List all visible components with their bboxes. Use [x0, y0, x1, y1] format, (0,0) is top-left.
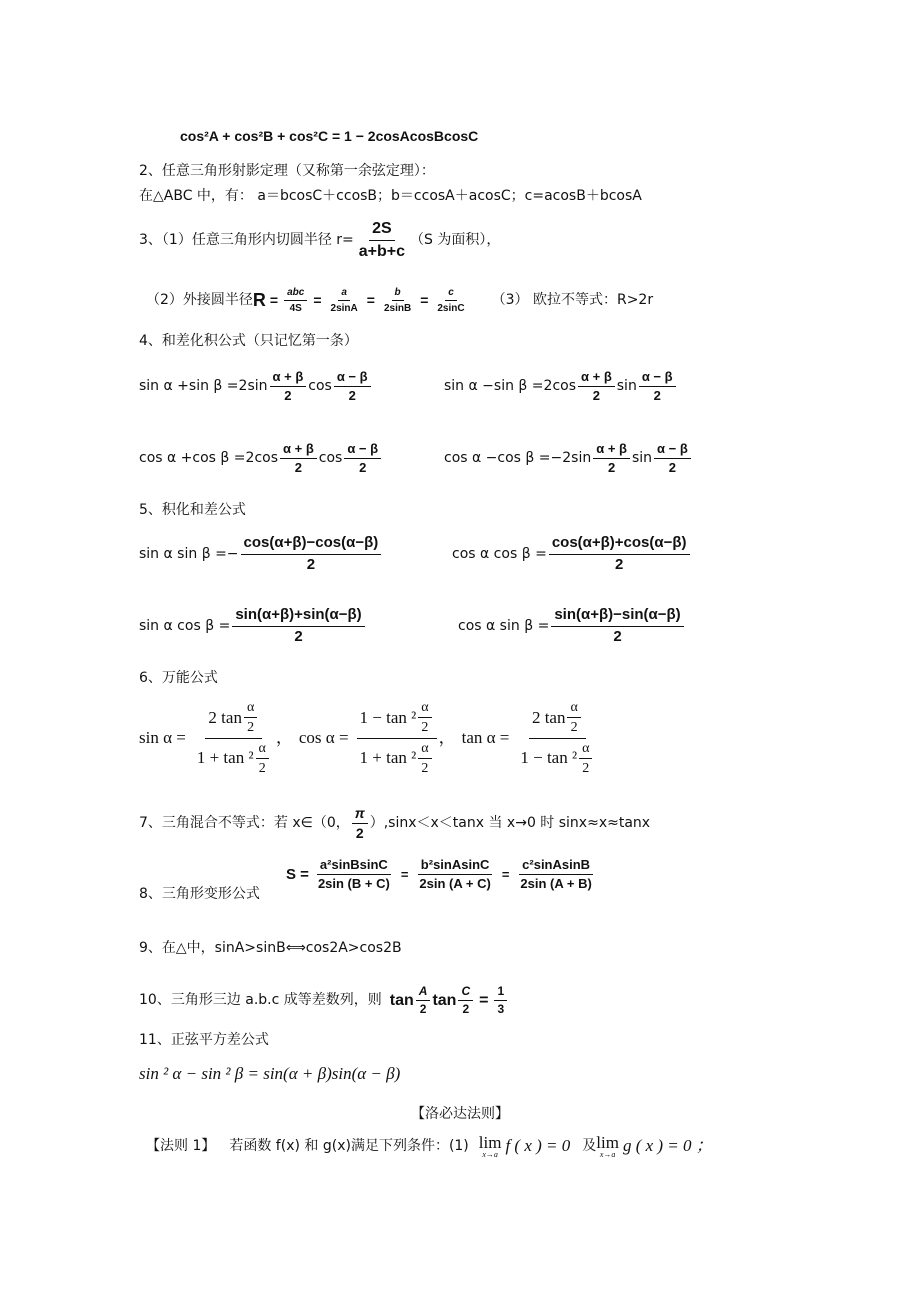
section-6-heading: 6、万能公式 — [139, 670, 218, 686]
sum-to-product-3 — [139, 442, 383, 476]
stp-2-frac-a-num: α + β — [578, 370, 615, 387]
sum-to-product-1 — [139, 370, 373, 404]
inradius-prefix: 3、（1）任意三角形内切圆半径 r= — [139, 231, 354, 248]
half-two: 2 — [421, 761, 429, 777]
circumradius-prefix: （2）外接圆半径 — [146, 292, 253, 309]
half-alpha: α — [256, 741, 269, 759]
comma: ， — [438, 728, 456, 748]
frac-1-den: 4S — [289, 303, 302, 314]
half-alpha: α — [418, 700, 431, 718]
triangle-area-formula — [286, 858, 597, 892]
f-of-x: f ( x ) = 0 — [505, 1136, 571, 1156]
sum-to-product-2 — [444, 370, 678, 404]
eq: = — [479, 992, 489, 1010]
stp-2-frac-b-num: α − β — [639, 370, 676, 387]
universal-sin-num — [205, 700, 262, 739]
universal-tan-den — [517, 739, 597, 777]
pts-4-prefix: cos α sin β = — [458, 617, 550, 634]
stp-1-frac-b-num: α − β — [334, 370, 371, 387]
universal-cos-den-half — [418, 741, 431, 777]
sine-square-difference: sin ² α − sin ² β = sin(α + β)sin(α − β) — [139, 1064, 401, 1083]
universal-sin-den-half — [256, 741, 269, 777]
inradius-fraction — [356, 220, 408, 260]
tan-C-half — [458, 985, 473, 1016]
area-S: S = — [286, 865, 309, 883]
stp-3-frac-b — [344, 442, 381, 476]
product-to-sum-2 — [452, 535, 692, 573]
half-alpha: α — [418, 741, 431, 759]
cos-square-identity: cos²A + cos²B + cos²C = 1 − 2cosAcosBcosC — [180, 128, 479, 144]
pts-1-den: 2 — [306, 555, 316, 573]
A: A — [416, 985, 431, 1001]
g-of-x: g ( x ) = 0 ； — [622, 1136, 713, 1156]
universal-sin-num-text: 2 tan — [208, 707, 242, 727]
circumradius-frac-3 — [381, 287, 414, 314]
two: 2 — [419, 1002, 427, 1017]
universal-tan-frac — [517, 700, 597, 777]
universal-sin-frac — [194, 700, 274, 777]
half-two: 2 — [247, 720, 255, 736]
universal-tan-den-text: 1 − tan ² — [520, 748, 578, 768]
area-frac-3-den: 2sin (A + B) — [520, 876, 592, 892]
pts-1-prefix: sin α sin β =− — [139, 545, 239, 562]
eq: = — [400, 867, 409, 882]
universal-cos-lhs: cos α = — [298, 728, 349, 748]
section-2-heading: 2、任意三角形射影定理（又称第一余弦定理）： — [139, 163, 435, 179]
stp-3-prefix: cos α +cos β =2cos — [139, 450, 279, 467]
stp-1-prefix: sin α +sin β =2sin — [139, 378, 268, 395]
sum-to-product-4 — [444, 442, 693, 476]
frac-3-num: b — [392, 287, 404, 301]
universal-sin-num-half — [244, 700, 257, 736]
one-third — [494, 985, 507, 1016]
stp-4-frac-a-num: α + β — [593, 442, 630, 459]
area-frac-3 — [517, 858, 594, 892]
half-two: 2 — [421, 720, 429, 736]
frac-4-den: 2sinC — [437, 303, 465, 314]
pts-3-num: sin(α+β)+sin(α−β) — [232, 607, 364, 627]
euler-inequality: （3） 欧拉不等式：R>2r — [491, 292, 654, 309]
inradius-numerator: 2S — [369, 220, 395, 241]
stp-4-frac-a-den: 2 — [607, 460, 616, 476]
circumradius-frac-4 — [434, 287, 467, 314]
lim-f — [479, 1134, 502, 1159]
stp-4-mid: sin — [631, 450, 653, 467]
frac-2-den: 2sinA — [330, 303, 358, 314]
pts-2-den: 2 — [615, 555, 624, 573]
tan-2: tan — [432, 992, 457, 1010]
stp-1-frac-a-den: 2 — [284, 388, 292, 404]
pts-3-prefix: sin α cos β = — [139, 617, 231, 634]
three: 3 — [497, 1002, 505, 1017]
universal-tan-lhs: tan α = — [461, 728, 510, 748]
eq: = — [501, 867, 510, 882]
stp-3-frac-a — [280, 442, 317, 476]
stp-4-frac-b-num: α − β — [654, 442, 691, 459]
universal-cos-frac — [357, 700, 437, 777]
frac-2-num: a — [338, 287, 350, 301]
lim-word: lim — [478, 1133, 502, 1152]
universal-tan-num — [529, 700, 586, 739]
universal-cos-den-text: 1 + tan ² — [359, 748, 417, 768]
area-frac-1-num: a²sinBsinC — [317, 858, 391, 875]
rule-1-text: 若函数 f(x) 和 g(x)满足下列条件：(1) — [229, 1138, 469, 1155]
pts-3-den: 2 — [294, 627, 303, 645]
frac-4-num: c — [445, 287, 457, 301]
universal-cos-den — [357, 739, 437, 777]
tan-1: tan — [389, 992, 414, 1010]
universal-formulas — [139, 700, 599, 777]
C: C — [458, 985, 473, 1001]
comma: ， — [275, 728, 293, 748]
pts-4-frac — [551, 607, 683, 645]
universal-sin-den — [194, 739, 274, 777]
inradius-suffix: （S 为面积）， — [410, 231, 501, 248]
pts-2-prefix: cos α cos β = — [452, 545, 547, 562]
universal-cos-num-text: 1 − tan ² — [359, 707, 417, 727]
half-alpha: α — [579, 741, 592, 759]
section-9-equivalence: 9、在△中，sinA>sinB⟺cos2A>cos2B — [139, 940, 402, 956]
tan-A-half — [416, 985, 431, 1016]
stp-3-frac-b-num: α − β — [344, 442, 381, 459]
stp-1-frac-b-den: 2 — [348, 388, 356, 404]
stp-3-mid: cos — [318, 450, 343, 467]
section-10-arith — [139, 985, 509, 1016]
circumradius-frac-2 — [328, 287, 361, 314]
frac-3-den: 2sinB — [383, 303, 412, 314]
pts-2-num: cos(α+β)+cos(α−β) — [549, 535, 690, 555]
area-frac-3-num: c²sinAsinB — [519, 858, 593, 875]
area-frac-2 — [416, 858, 493, 892]
section-5-heading: 5、积化和差公式 — [139, 502, 246, 518]
ineq-prefix: 7、三角混合不等式：若 x∈（0， — [139, 815, 350, 832]
pts-4-num: sin(α+β)−sin(α−β) — [551, 607, 683, 627]
universal-tan-den-half — [579, 741, 592, 777]
universal-sin-den-text: 1 + tan ² — [196, 748, 254, 768]
universal-sin-lhs: sin α = — [139, 728, 186, 748]
stp-4-frac-a — [593, 442, 630, 476]
one: 1 — [494, 985, 507, 1001]
half-two: 2 — [570, 720, 578, 736]
area-frac-2-den: 2sin (A + C) — [419, 876, 491, 892]
section-3-circumradius: （2）外接圆半径 R = $\frac{\text{abc}}{4S}$ = $\frac{a}{2\sin A}$ = $\frac{b}{2\sin B}$ = $\frac{c}{2\sin C}$ （3） 欧拉不等式：R>2r — [146, 287, 654, 314]
pts-1-num: cos(α+β)−cos(α−β) — [241, 535, 382, 555]
two: 2 — [355, 825, 364, 842]
arith-prefix: 10、三角形三边 a.b.c 成等差数列，则 — [139, 992, 382, 1009]
lhopital-rule-1 — [146, 1134, 713, 1159]
stp-1-frac-a — [270, 370, 307, 404]
half-alpha: α — [244, 700, 257, 718]
section-7-inequality — [139, 806, 650, 842]
pts-4-den: 2 — [613, 627, 622, 645]
area-frac-1 — [315, 858, 393, 892]
ineq-suffix: ）,sinx＜x＜tanx 当 x→0 时 sinx≈x≈tanx — [369, 815, 651, 832]
stp-1-mid: cos — [308, 378, 332, 395]
lim-sub: x→a — [599, 1150, 616, 1159]
half-alpha: α — [567, 700, 580, 718]
lhopital-title: 【洛必达法则】 — [411, 1106, 509, 1122]
section-3-inradius — [139, 220, 500, 260]
inradius-denominator: a+b+c — [358, 242, 406, 260]
universal-cos-num — [357, 700, 437, 739]
half-two: 2 — [258, 761, 266, 777]
section-4-heading: 4、和差化积公式（只记忆第一条） — [139, 333, 358, 349]
stp-2-frac-b — [639, 370, 676, 404]
stp-3-frac-a-num: α + β — [280, 442, 317, 459]
universal-cos-num-half — [418, 700, 431, 736]
universal-tan-num-half — [567, 700, 580, 736]
circumradius-frac-1 — [284, 287, 307, 314]
stp-3-frac-b-den: 2 — [359, 460, 367, 476]
pts-1-frac — [241, 535, 382, 573]
stp-2-mid: sin — [616, 378, 637, 395]
lim-sub: x→a — [482, 1150, 498, 1159]
lim-g — [596, 1134, 619, 1159]
frac-1-num: abc — [284, 287, 307, 301]
projection-theorem: 在△ABC 中，有： a＝bcosC＋ccosB；b＝ccosA＋acosC；c=acosB＋bcosA — [139, 188, 642, 204]
product-to-sum-1 — [139, 535, 383, 573]
stp-4-frac-b — [654, 442, 691, 476]
product-to-sum-3 — [139, 607, 367, 645]
rule-1-label: 【法则 1】 — [146, 1138, 216, 1155]
stp-4-frac-b-den: 2 — [668, 460, 677, 476]
stp-2-prefix: sin α −sin β =2cos — [444, 378, 577, 395]
section-8-heading: 8、三角形变形公式 — [139, 886, 260, 902]
area-frac-1-den: 2sin (B + C) — [317, 876, 390, 892]
circumradius-R: R — [252, 289, 266, 310]
stp-2-frac-a — [578, 370, 615, 404]
pi: π — [352, 806, 368, 824]
section-11-heading: 11、正弦平方差公式 — [139, 1032, 269, 1048]
area-frac-2-num: b²sinAsinC — [418, 858, 493, 875]
stp-4-prefix: cos α −cos β =−2sin — [444, 450, 592, 467]
stp-2-frac-b-den: 2 — [653, 388, 661, 404]
pts-3-frac — [232, 607, 364, 645]
two: 2 — [462, 1002, 470, 1017]
universal-tan-num-text: 2 tan — [531, 707, 566, 727]
stp-3-frac-a-den: 2 — [294, 460, 302, 476]
pts-2-frac — [549, 535, 690, 573]
product-to-sum-4 — [458, 607, 686, 645]
lim-word: lim — [596, 1133, 619, 1152]
half-two: 2 — [582, 761, 590, 777]
stp-1-frac-a-num: α + β — [270, 370, 307, 387]
stp-2-frac-a-den: 2 — [592, 388, 600, 404]
and-word: 及 — [582, 1138, 597, 1155]
stp-1-frac-b — [334, 370, 371, 404]
pi-over-two — [352, 806, 368, 842]
